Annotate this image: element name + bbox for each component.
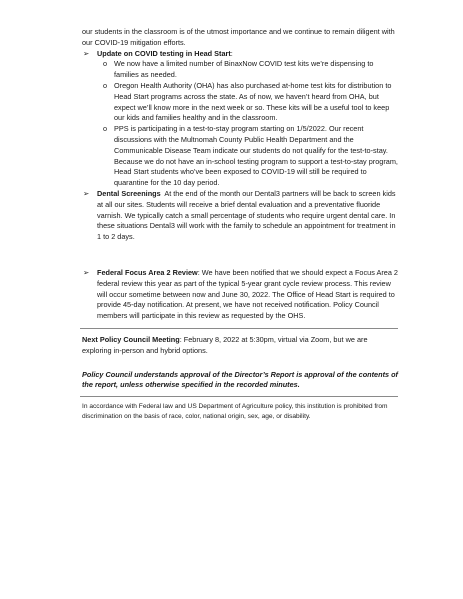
report-body [80,27,398,422]
covid-item-text: Oregon Health Authority (OHA) has also purchased at-home test kits for distribution to Head Start programs across the state. As of now, we haven’t heard from OHA, but expect we’ll know more in the next week or so. These kits will be a useful tool to keep our kids and families healthy and in the classroom. [114,80,392,123]
meeting-label: Next Policy Council Meeting [82,334,180,344]
federal-heading: Federal Focus Area 2 Review [97,267,198,277]
list-item [80,81,398,124]
covid-item-text: PPS is participating in a test-to-stay program starting on 1/5/2022. Our recent discussions with the Multnomah County Public Health Department and the Communicable Disease Team indicate our students do not qualify for the test-to-stay. Because we do not have an in-school testing program to support a test-to-stay program, Head Start students who’ve been exposed to COVID-19 will still be required to quarantine for the 10 day period. [114,124,398,188]
dental-paragraph [97,189,398,243]
meeting-paragraph [82,335,398,357]
dental-section [80,189,398,243]
federal-text: : We have been notified that we should expect a Focus Area 2 federal review this year as part of the typical 5-year grant cycle review process. This review will occur sometime between now and June 30, 2022. The Office of Head Start is required to provide 45-day notification. At present, we have not received notification. Policy Council members will participate in this review as requested by the OHS. [97,267,398,321]
meeting-text: : February 8, 2022 at 5:30pm, virtual via Zoom, but we are exploring in-person and hybrid options. [82,334,368,355]
covid-item-text: We now have a limited number of BinaxNow COVID test kits we’re dispensing to families as needed. [114,59,374,80]
covid-heading-colon: : [230,48,233,58]
divider [80,328,398,329]
circle-bullet-icon: o [103,80,108,90]
covid-list [80,59,398,189]
covid-heading: Update on COVID testing in Head Start [97,48,231,58]
section-spacer [80,243,398,268]
covid-section [80,49,398,60]
divider [80,396,398,397]
policy-statement: Policy Council understands approval of the Director’s Report is approval of the contents of the report, unless otherwise specified in the recorded minutes. [82,369,398,390]
list-item [80,59,398,81]
intro-paragraph: our students in the classroom is of the utmost importance and we continue to remain diligent with our COVID-19 mitigation efforts. [82,27,395,47]
arrow-bullet-icon: ➢ [83,48,90,58]
arrow-bullet-icon: ➢ [83,267,90,277]
list-item [80,124,398,189]
circle-bullet-icon: o [103,59,108,69]
dental-heading: Dental Screenings [97,188,161,198]
circle-bullet-icon: o [103,124,108,134]
federal-paragraph [97,268,398,322]
nondiscrimination-footnote: In accordance with Federal law and US Department of Agriculture policy, this institution is prohibited from discrimination on the basis of race, color, national origin, sex, age, or disability. [82,403,388,421]
dental-text: At the end of the month our Dental3 partners will be back to screen kids at all our sites. Students will receive a brief dental evaluation and a preventative fluoride varnish. We typically catch a small percentage of students who require urgent dental care. In these situations Dental3 will work with the family to schedule an appointment for treatment in 1 to 2 days. [97,188,396,242]
covid-heading-line [97,49,398,60]
federal-section [80,268,398,322]
arrow-bullet-icon: ➢ [83,188,90,198]
